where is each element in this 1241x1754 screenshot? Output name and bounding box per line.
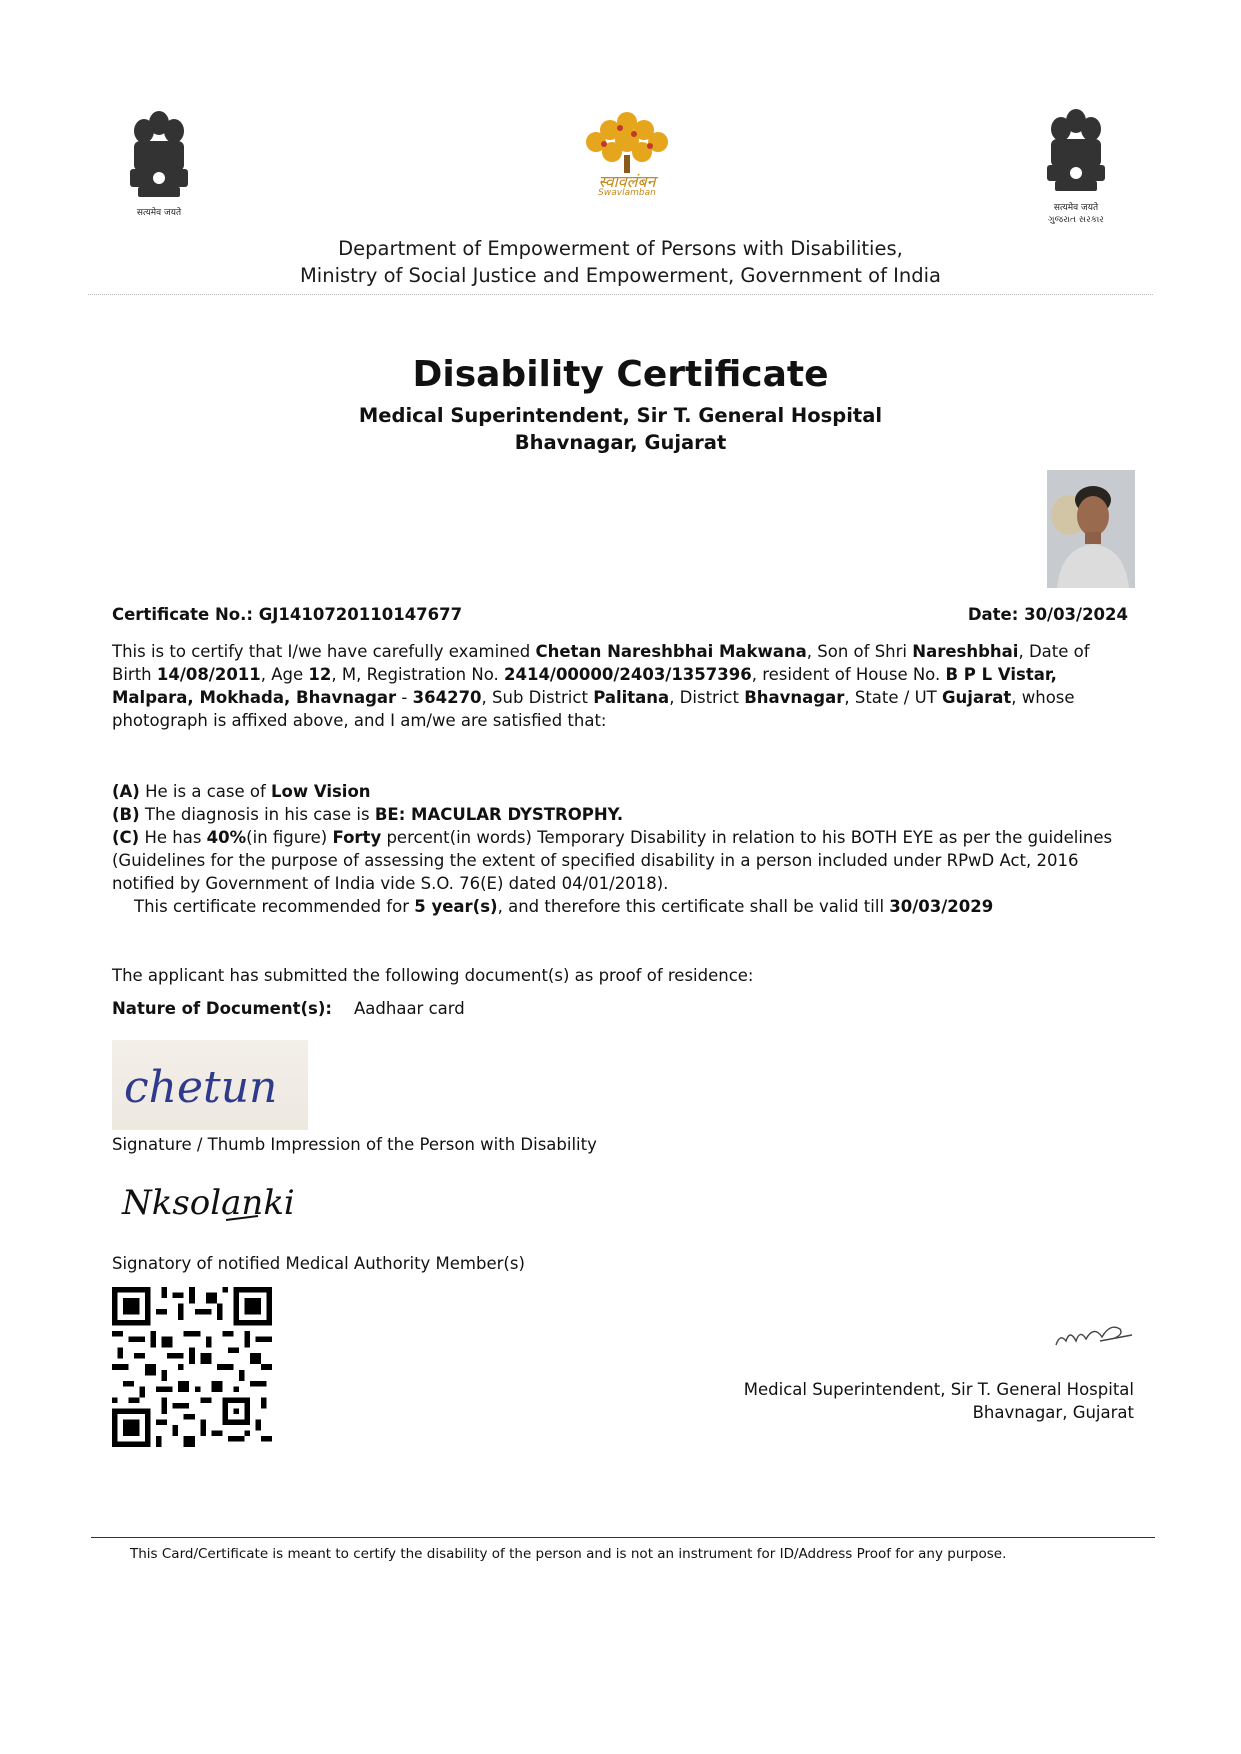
emblem-right-caption-1: सत्यमेव जयते (1053, 203, 1099, 213)
body-text: , resident of House No. (751, 665, 946, 684)
residence-document-value: Aadhaar card (354, 999, 465, 1018)
authority-signature-text: Nksolanki (122, 1183, 295, 1223)
disability-type: Low Vision (271, 782, 371, 801)
qr-code (112, 1287, 272, 1447)
body-text: , whose photograph is affixed above, and I am/we are satisfied that: (112, 688, 1075, 730)
finding-a (112, 780, 1134, 803)
authority-signature-image (118, 1168, 308, 1230)
certificate-number-value: GJ1410720110147677 (258, 605, 463, 624)
header-divider (88, 294, 1153, 295)
finding-c-text: percent(in words) Temporary Disability in relation to his BOTH EYE as per the guidelines (Guidelines for the purpose of assessing the extent of specified disability in a person included under RPwD Act, 2016 notified by Government of India vide S.O. 76(E) dated 04/01/2018). (112, 828, 1113, 893)
residence-document (112, 997, 1134, 1020)
handwritten-signature-icon (118, 1168, 308, 1230)
diagnosis: BE: MACULAR DYSTROPHY. (374, 805, 624, 824)
applicant-name: Chetan Nareshbhai Makwana (535, 642, 807, 661)
applicant-signature-text: chetun (124, 1062, 278, 1113)
state: Gujarat (942, 688, 1012, 707)
finding-c-text: He has (139, 828, 207, 847)
finding-b (112, 803, 1134, 826)
authority-signature-label: Signatory of notified Medical Authority Member(s) (112, 1254, 525, 1273)
validity-line (134, 895, 1156, 918)
body-text: - (396, 688, 413, 707)
disability-percent: 40% (206, 828, 247, 847)
dept-line-2: Ministry of Social Justice and Empowerment, Government of India (299, 264, 941, 287)
logo-text-english: Swavlamban (598, 188, 656, 198)
finding-a-label: (A) (112, 782, 140, 801)
emblem-left-caption: सत्यमेव जयते (136, 208, 182, 218)
body-text: , State / UT (844, 688, 942, 707)
finding-b-text: The diagnosis in his case is (139, 805, 375, 824)
applicant-photo (1047, 470, 1135, 588)
applicant-signature-label: Signature / Thumb Impression of the Person with Disability (112, 1135, 597, 1154)
certificate-number-label: Certificate No.: (112, 605, 259, 624)
national-emblem-left (120, 105, 198, 225)
person-photo-icon (1047, 470, 1135, 588)
department-heading (0, 235, 1241, 289)
body-text: , Date of Birth (112, 642, 1090, 684)
certificate-date (968, 605, 1128, 624)
certificate-date-label: Date: (967, 605, 1025, 624)
logo-text-hindi: स्वावलंबन (598, 172, 656, 191)
valid-till-date: 30/03/2029 (889, 897, 994, 916)
certificate-number (112, 605, 462, 624)
handwritten-signature-icon (112, 1040, 308, 1130)
validity-text: This certificate recommended for (134, 897, 415, 916)
validity-text: , and therefore this certificate shall be valid till (497, 897, 890, 916)
district: Bhavnagar (744, 688, 845, 707)
finding-c-text: (in figure) (246, 828, 333, 847)
father-name: Nareshbhai (912, 642, 1019, 661)
address: B P L Vistar, Malpara, Mokhada, Bhavnagar (112, 665, 1057, 707)
footer-disclaimer: This Card/Certificate is meant to certify the disability of the person and is not an instrument for ID/Address Proof for any purpose. (130, 1546, 1007, 1562)
dept-line-1: Department of Empowerment of Persons with Disabilities, (338, 237, 903, 260)
finding-a-text: He is a case of (139, 782, 272, 801)
medical-superintendent-label (744, 1378, 1134, 1424)
issuer-line-2: Bhavnagar, Gujarat (514, 431, 727, 454)
certification-paragraph (112, 640, 1134, 732)
body-text: , Age (260, 665, 309, 684)
residence-intro: The applicant has submitted the following document(s) as proof of residence: (112, 966, 754, 985)
lion-capital-icon (120, 105, 198, 205)
body-text: This is to certify that I/we have carefully examined (112, 642, 536, 661)
footer-divider (91, 1537, 1155, 1538)
issuer (0, 402, 1241, 456)
sub-district: Palitana (593, 688, 670, 707)
finding-c (112, 826, 1134, 895)
lion-capital-icon (1037, 105, 1115, 200)
date-of-birth: 14/08/2011 (156, 665, 261, 684)
certificate-date-value: 30/03/2024 (1024, 605, 1128, 624)
page-title: Disability Certificate (412, 354, 829, 395)
body-text: , District (669, 688, 745, 707)
residence-document-label: Nature of Document(s): (112, 999, 332, 1018)
swavlamban-logo (572, 100, 682, 205)
issuer-line-1: Medical Superintendent, Sir T. General Hospital (358, 404, 883, 427)
emblem-right-caption-2: ગુજરાત સરકાર (1048, 215, 1104, 225)
age: 12 (308, 665, 332, 684)
ms-line-1: Medical Superintendent, Sir T. General Hospital (743, 1380, 1134, 1399)
applicant-signature-image (112, 1040, 308, 1130)
registration-number: 2414/00000/2403/1357396 (504, 665, 752, 684)
ms-line-2: Bhavnagar, Gujarat (972, 1403, 1134, 1422)
qr-code-icon (112, 1287, 272, 1447)
body-text: , Son of Shri (806, 642, 913, 661)
disability-percent-words: Forty (332, 828, 382, 847)
body-text: , M, Registration No. (331, 665, 504, 684)
national-emblem-right (1037, 105, 1115, 225)
handwritten-signature-icon (1050, 1315, 1140, 1355)
body-text: , Sub District (481, 688, 594, 707)
finding-c-label: (C) (112, 828, 140, 847)
finding-b-label: (B) (112, 805, 140, 824)
medical-superintendent-signature (1050, 1315, 1140, 1355)
validity-years: 5 year(s) (414, 897, 498, 916)
pin-code: 364270 (412, 688, 482, 707)
